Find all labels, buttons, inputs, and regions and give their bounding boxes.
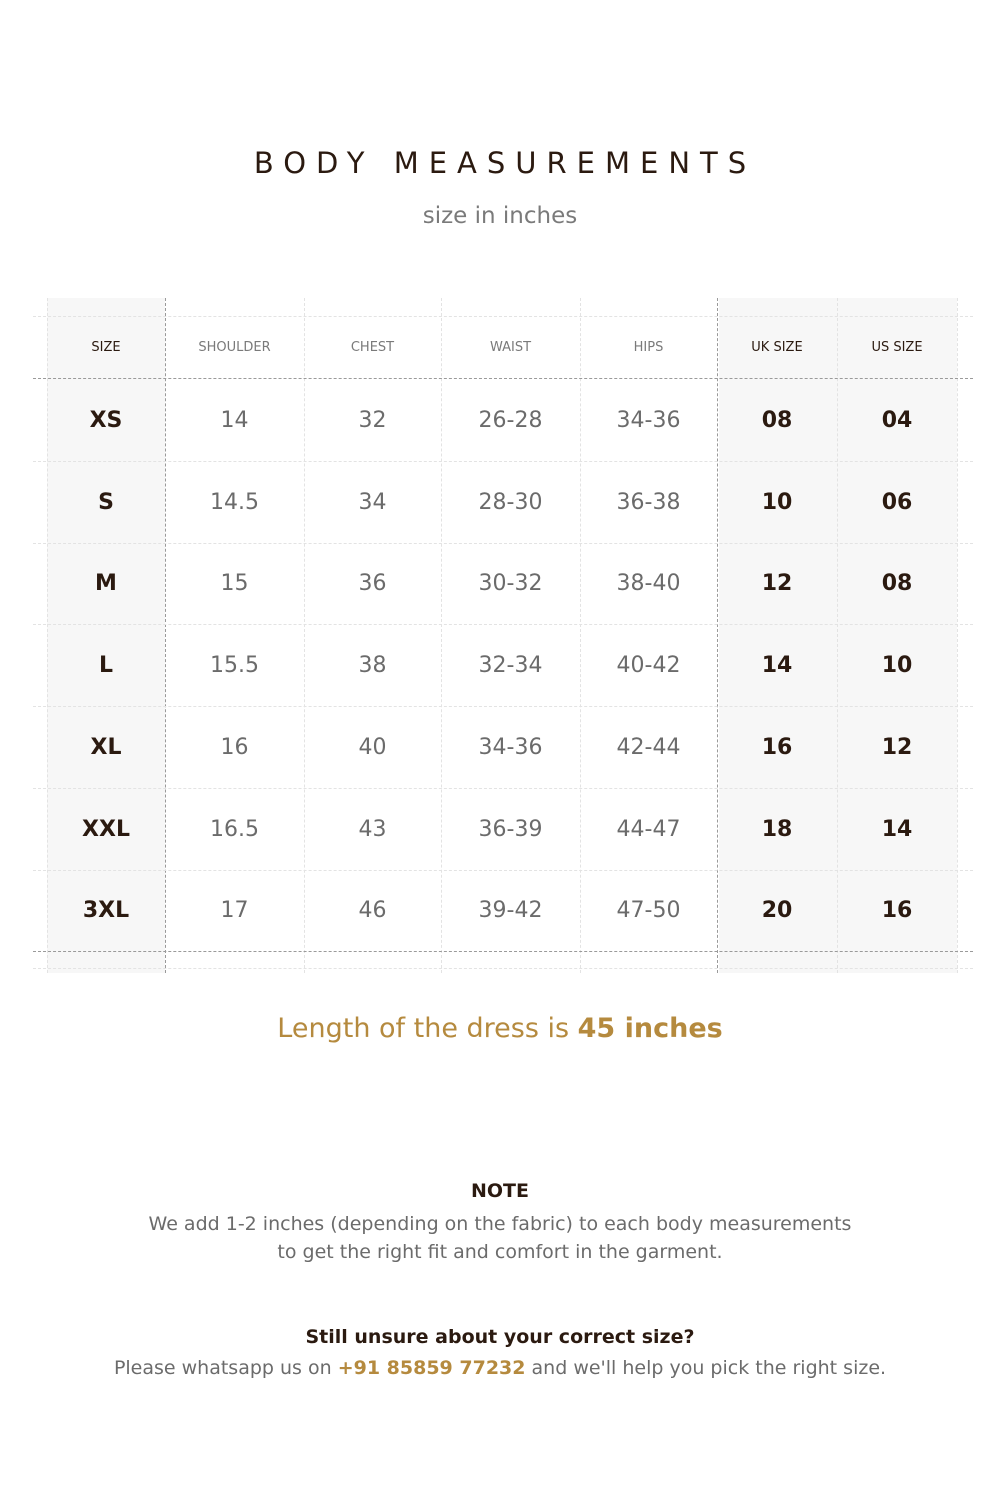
dress-length-prefix: Length of the dress is — [277, 1013, 578, 1044]
cell-hips: 44-47 — [616, 816, 681, 842]
table-row — [33, 379, 973, 461]
header-chest: CHEST — [350, 339, 395, 355]
table-header-row — [33, 316, 973, 378]
cell-hips: 36-38 — [616, 489, 681, 515]
cell-uk-size: 10 — [761, 489, 793, 515]
cell-waist: 32-34 — [478, 652, 543, 678]
contact-suffix: and we'll help you pick the right size. — [525, 1357, 887, 1379]
note-text — [0, 1210, 1000, 1266]
header-uk-size: UK SIZE — [751, 339, 803, 355]
note-line-2: to get the right fit and comfort in the garment. — [277, 1241, 723, 1263]
dress-length-value: 45 inches — [577, 1013, 723, 1044]
note-line-1: We add 1-2 inches (depending on the fabric) to each body measurements — [148, 1213, 852, 1235]
cell-hips: 38-40 — [616, 571, 681, 596]
cell-uk-size: 08 — [761, 407, 793, 433]
cell-chest: 34 — [358, 489, 387, 515]
cell-chest: 46 — [358, 898, 387, 923]
table-row — [33, 624, 973, 706]
cell-shoulder: 14.5 — [210, 489, 259, 515]
cell-uk-size: 16 — [761, 734, 793, 760]
cell-shoulder: 14 — [220, 407, 249, 433]
cell-waist: 28-30 — [478, 489, 543, 515]
cell-us-size: 12 — [881, 734, 913, 760]
cell-shoulder: 15.5 — [210, 652, 259, 678]
header-hips: HIPS — [633, 339, 664, 355]
cell-chest: 40 — [358, 734, 387, 760]
cell-uk-size: 20 — [761, 898, 793, 923]
cell-hips: 34-36 — [616, 407, 681, 433]
cell-shoulder: 15 — [220, 571, 249, 596]
cell-us-size: 04 — [881, 407, 913, 433]
unsure-question: Still unsure about your correct size? — [305, 1326, 695, 1348]
cell-uk-size: 12 — [761, 571, 793, 596]
cell-chest: 38 — [358, 652, 387, 678]
cell-size: L — [98, 652, 114, 678]
table-row — [33, 788, 973, 870]
header-shoulder: SHOULDER — [198, 339, 271, 355]
cell-waist: 30-32 — [478, 571, 543, 596]
cell-chest: 43 — [358, 816, 387, 842]
cell-size: S — [98, 489, 114, 515]
cell-shoulder: 16.5 — [210, 816, 259, 842]
note-title: NOTE — [471, 1180, 529, 1202]
table-row — [33, 543, 973, 624]
cell-size: 3XL — [82, 898, 130, 923]
table-row — [33, 461, 973, 543]
cell-us-size: 10 — [881, 652, 913, 678]
size-chart-table — [33, 298, 973, 973]
cell-hips: 42-44 — [616, 734, 681, 760]
cell-size: XXL — [82, 816, 130, 842]
cell-hips: 40-42 — [616, 652, 681, 678]
cell-waist: 34-36 — [478, 734, 543, 760]
cell-chest: 32 — [358, 407, 387, 433]
cell-shoulder: 16 — [220, 734, 249, 760]
contact-line — [0, 1357, 1000, 1379]
contact-prefix: Please whatsapp us on — [113, 1357, 338, 1379]
cell-hips: 47-50 — [616, 898, 681, 923]
header-us-size: US SIZE — [871, 339, 923, 355]
whatsapp-phone-number[interactable]: +91 85859 77232 — [337, 1357, 526, 1379]
cell-uk-size: 14 — [761, 652, 793, 678]
cell-size: M — [95, 571, 117, 596]
cell-waist: 26-28 — [478, 407, 543, 433]
cell-uk-size: 18 — [761, 816, 793, 842]
cell-waist: 39-42 — [478, 898, 543, 923]
header-waist: WAIST — [489, 339, 532, 355]
cell-us-size: 14 — [881, 816, 913, 842]
cell-shoulder: 17 — [220, 898, 249, 923]
dress-length-note — [0, 1013, 1000, 1044]
table-row — [33, 870, 973, 951]
cell-us-size: 08 — [881, 571, 913, 596]
cell-chest: 36 — [358, 571, 387, 596]
page-title: BODY MEASUREMENTS — [253, 146, 757, 180]
cell-us-size: 16 — [881, 898, 913, 923]
page-subtitle: size in inches — [422, 203, 578, 229]
table-row — [33, 706, 973, 788]
cell-waist: 36-39 — [478, 816, 543, 842]
header-size: SIZE — [91, 339, 121, 355]
cell-size: XL — [90, 734, 122, 760]
cell-size: XS — [89, 407, 123, 433]
cell-us-size: 06 — [881, 489, 913, 515]
